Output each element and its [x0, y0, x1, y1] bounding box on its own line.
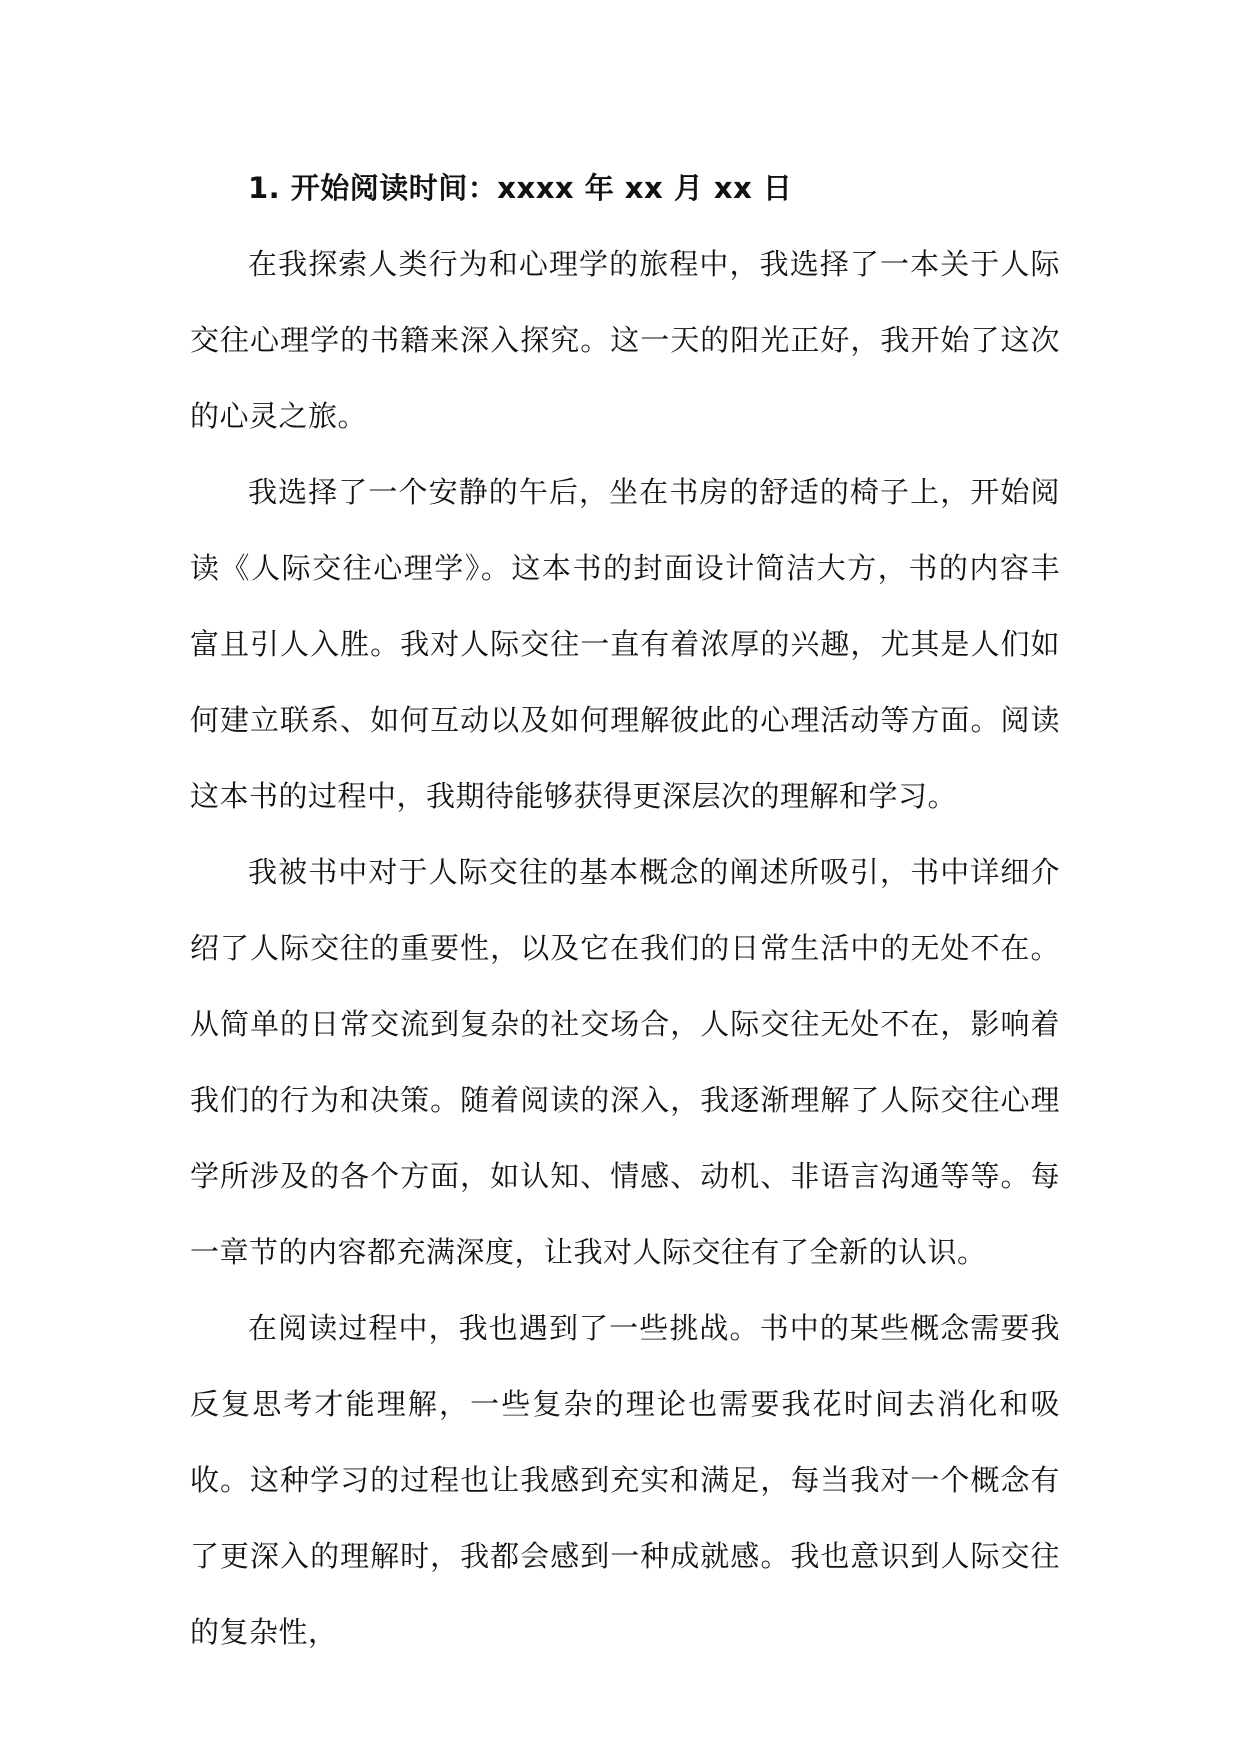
- document-body: [190, 150, 1060, 1670]
- section-heading: 1. 开始阅读时间：xxxx 年 xx 月 xx 日: [248, 171, 793, 205]
- paragraph-1: 在我探索人类行为和心理学的旅程中，我选择了一本关于人际交往心理学的书籍来深入探究。这一天的阳光正好，我开始了这次的心灵之旅。: [190, 247, 1060, 433]
- paragraph-4: 在阅读过程中，我也遇到了一些挑战。书中的某些概念需要我反复思考才能理解，一些复杂的理论也需要我花时间去消化和吸收。这种学习的过程也让我感到充实和满足，每当我对一个概念有了更深入的理解时，我都会感到一种成就感。我也意识到人际交往的复杂性，: [190, 1311, 1060, 1649]
- paragraph-2: 我选择了一个安静的午后，坐在书房的舒适的椅子上，开始阅读《人际交往心理学》。这本书的封面设计简洁大方，书的内容丰富且引人入胜。我对人际交往一直有着浓厚的兴趣，尤其是人们如何建立联系、如何互动以及如何理解彼此的心理活动等方面。阅读这本书的过程中，我期待能够获得更深层次的理解和学习。: [190, 475, 1060, 813]
- paragraph-3: 我被书中对于人际交往的基本概念的阐述所吸引，书中详细介绍了人际交往的重要性，以及它在我们的日常生活中的无处不在。从简单的日常交流到复杂的社交场合，人际交往无处不在，影响着我们的行为和决策。随着阅读的深入，我逐渐理解了人际交往心理学所涉及的各个方面，如认知、情感、动机、非语言沟通等等。每一章节的内容都充满深度，让我对人际交往有了全新的认识。: [190, 855, 1060, 1269]
